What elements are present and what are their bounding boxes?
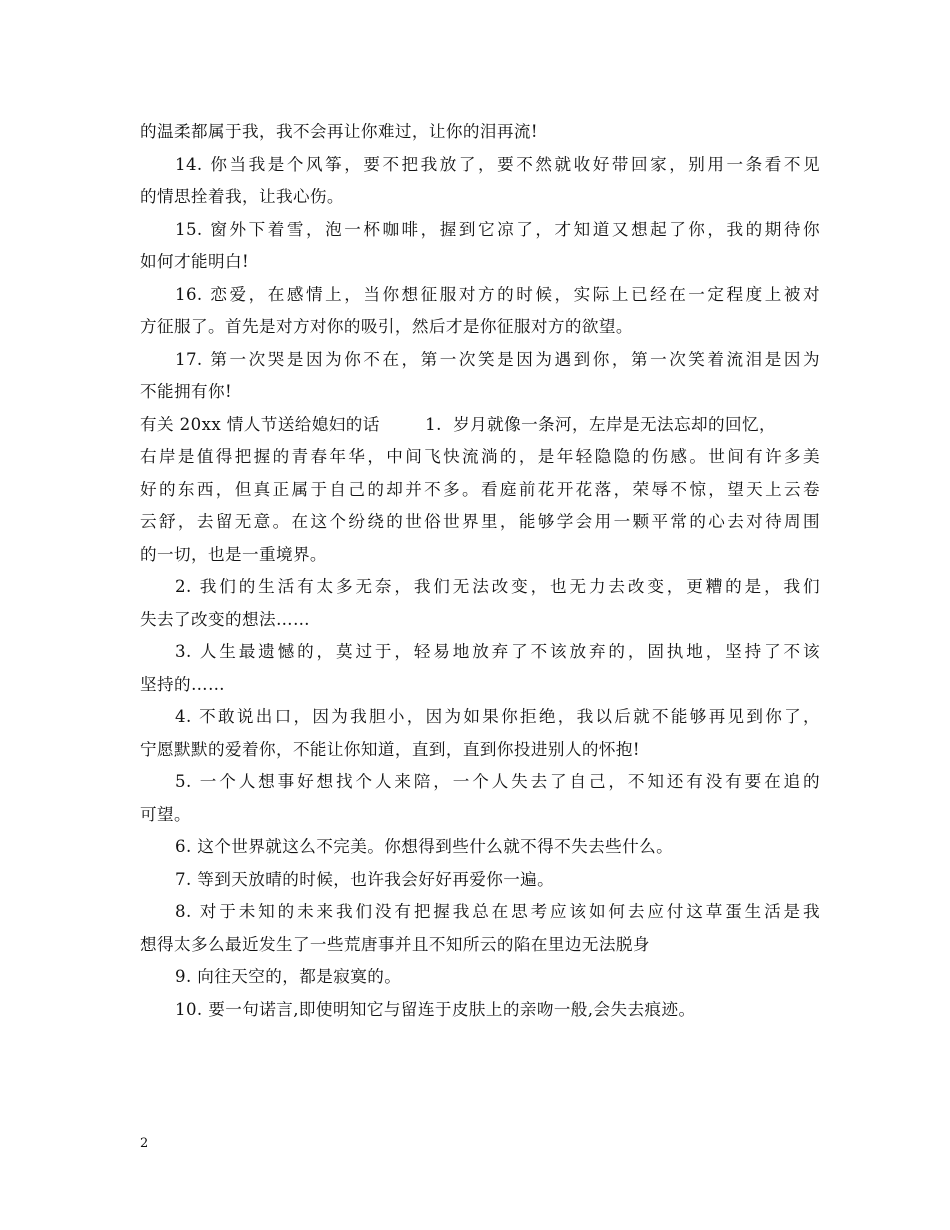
document-body [140, 116, 820, 1026]
section-heading-line: 有关 20xx 情人节送给媳妇的话 1. 岁月就像一条河，左岸是无法忘却的回忆， [140, 414, 776, 434]
text-line: 好的东西，但真正属于自己的却并不多。看庭前花开花落，荣辱不惊，望天上云卷 [140, 479, 820, 499]
text-line: 坚持的…… [140, 674, 225, 694]
text-line: 不能拥有你! [140, 382, 233, 401]
text-line: 7. 等到天放晴的时候，也许我会好好再爱你一遍。 [175, 869, 555, 889]
text-line: 5. 一个人想事好想找个人来陪，一个人失去了自己，不知还有没有要在追的 [175, 772, 820, 791]
page-number: 2 [140, 1136, 149, 1151]
text-line: 15. 窗外下着雪，泡一杯咖啡，握到它凉了，才知道又想起了你，我的期待你 [175, 219, 820, 239]
text-line: 16. 恋爱，在感情上，当你想征服对方的时候，实际上已经在一定程度上被对 [175, 284, 820, 304]
text-line: 10. 要一句诺言,即使明知它与留连于皮肤上的亲吻一般,会失去痕迹。 [175, 999, 696, 1019]
text-line: 17. 第一次哭是因为你不在，第一次笑是因为遇到你，第一次笑着流泪是因为 [175, 349, 820, 369]
text-line: 9. 向往天空的，都是寂寞的。 [175, 967, 402, 986]
text-line: 8. 对于未知的未来我们没有把握我总在思考应该如何去应付这草蛋生活是我 [175, 902, 820, 921]
text-line: 的温柔都属于我，我不会再让你难过，让你的泪再流! [140, 122, 538, 141]
text-line: 云舒，去留无意。在这个纷绕的世俗世界里，能够学会用一颗平常的心去对待周围 [140, 512, 820, 531]
text-line: 的情思拴着我，让我心伤。 [140, 187, 344, 206]
text-line: 14. 你当我是个风筝，要不把我放了，要不然就收好带回家，别用一条看不见 [175, 154, 820, 174]
text-line: 失去了改变的想法…… [140, 609, 310, 629]
text-line: 如何才能明白! [140, 252, 250, 271]
text-line: 宁愿默默的爱着你，不能让你知道，直到，直到你投进别人的怀抱! [140, 739, 640, 759]
text-line: 4. 不敢说出口，因为我胆小，因为如果你拒绝，我以后就不能够再见到你了， [175, 707, 820, 726]
text-line: 方征服了。首先是对方对你的吸引，然后才是你征服对方的欲望。 [140, 317, 633, 336]
text-line: 2. 我们的生活有太多无奈，我们无法改变，也无力去改变，更糟的是，我们 [175, 577, 820, 596]
text-line: 3. 人生最遗憾的，莫过于，轻易地放弃了不该放弃的，固执地，坚持了不该 [175, 642, 820, 661]
text-line: 可望。 [140, 804, 191, 824]
text-line: 右岸是值得把握的青春年华，中间飞快流淌的，是年轻隐隐的伤感。世间有许多美 [140, 447, 820, 466]
text-line: 6. 这个世界就这么不完美。你想得到些什么就不得不失去些什么。 [175, 837, 674, 856]
text-line: 想得太多么最近发生了一些荒唐事并且不知所云的陷在里边无法脱身 [140, 934, 650, 954]
text-line: 的一切，也是一重境界。 [140, 544, 327, 564]
